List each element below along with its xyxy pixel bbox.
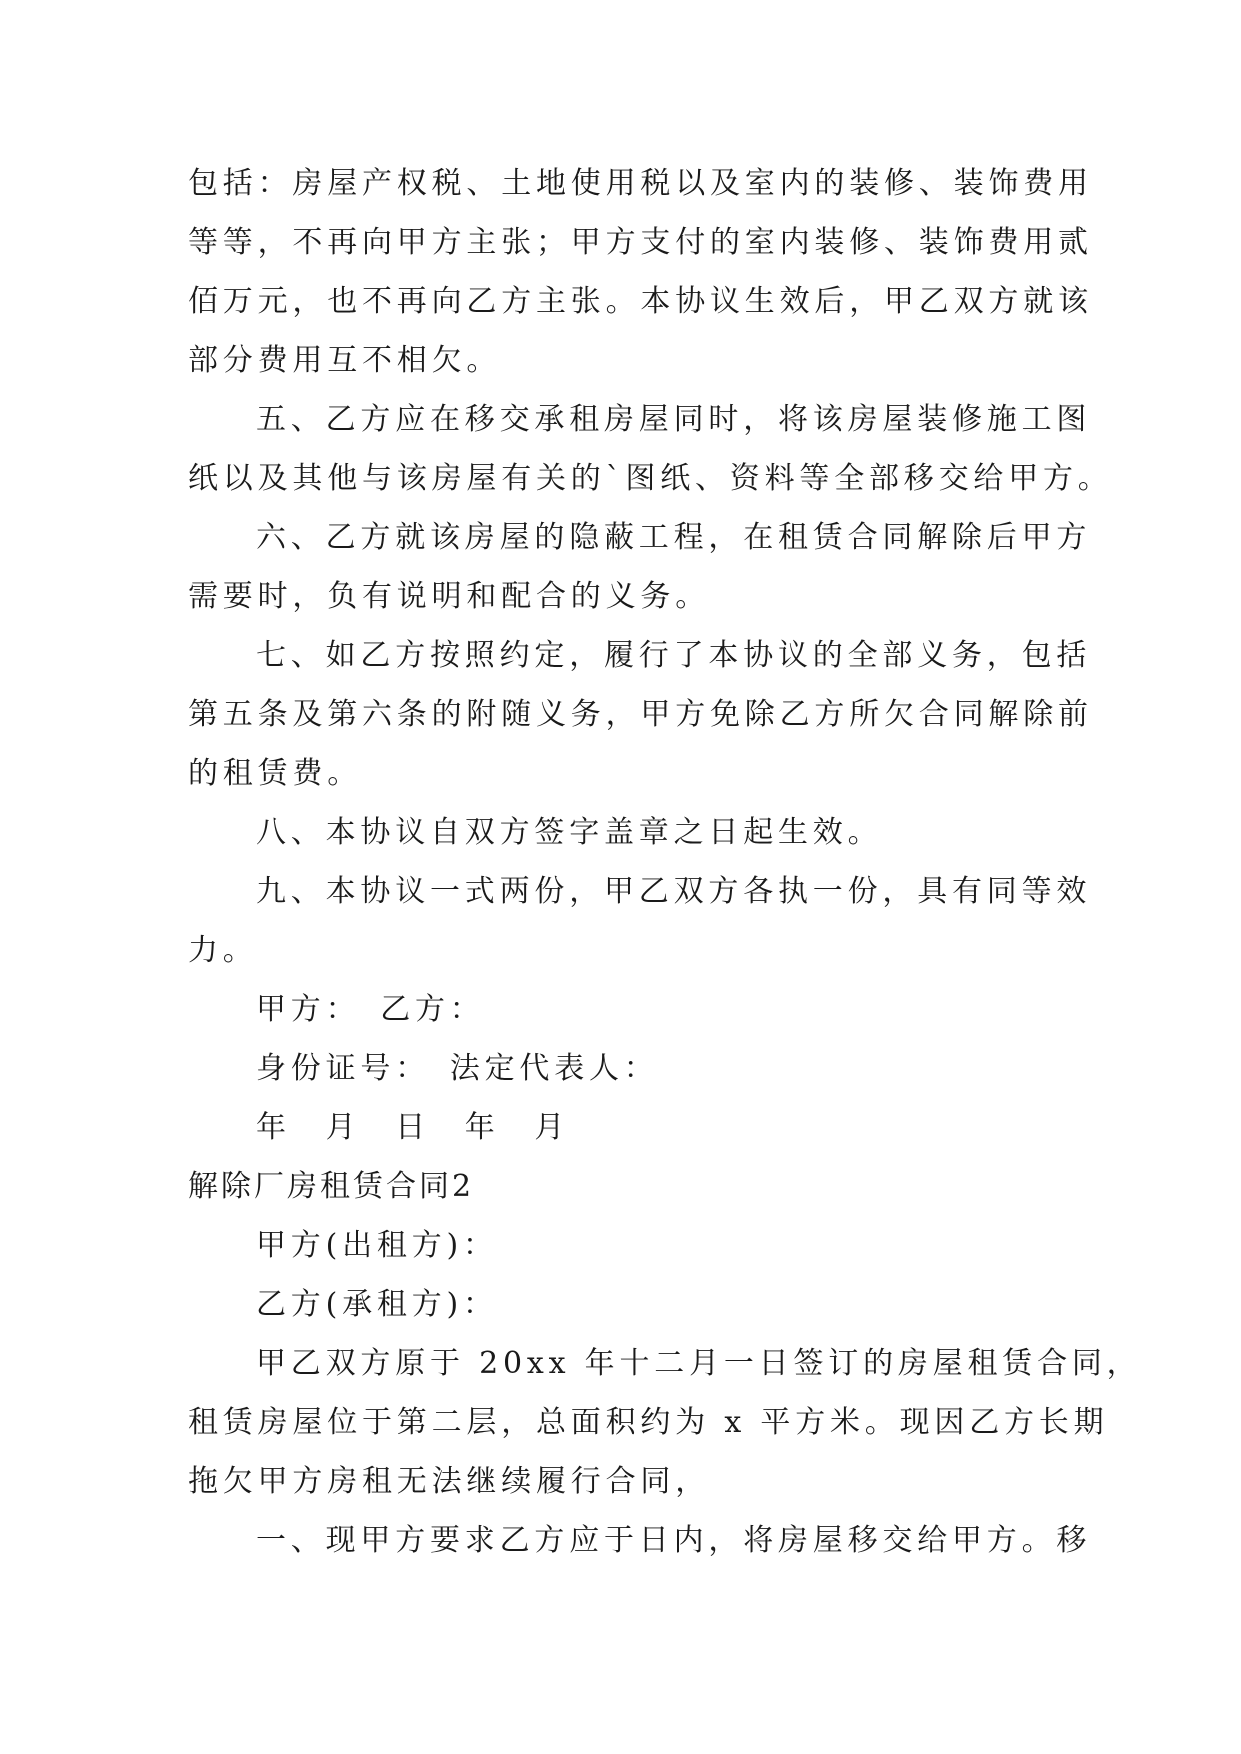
preamble-line: 甲乙双方原于 20xx 年十二月一日签订的房屋租赁合同，	[256, 1346, 1142, 1381]
text-line: 纸以及其他与该房屋有关的`图纸、资料等全部移交给甲方。	[188, 461, 1113, 496]
signature-id-line: 身份证号： 法定代表人：	[256, 1051, 659, 1086]
text-line: 拖欠甲方房租无法继续履行合同，	[188, 1464, 710, 1499]
clause-6-line: 六、乙方就该房屋的隐蔽工程，在租赁合同解除后甲方	[256, 520, 1092, 555]
text-line: 力。	[188, 933, 258, 968]
text-line: 佰万元，也不再向乙方主张。本协议生效后，甲乙双方就该	[188, 284, 1093, 319]
text-line: 租赁房屋位于第二层，总面积约为 x 平方米。现因乙方长期	[188, 1405, 1109, 1440]
clause-5-line: 五、乙方应在移交承租房屋同时，将该房屋装修施工图	[256, 402, 1092, 437]
text-line: 等等，不再向甲方主张；甲方支付的室内装修、装饰费用贰	[188, 225, 1093, 260]
section-title: 解除厂房租赁合同2	[188, 1169, 475, 1204]
text-line: 第五条及第六条的附随义务，甲方免除乙方所欠合同解除前	[188, 697, 1093, 732]
document-body	[188, 154, 1142, 1570]
text-line: 的租赁费。	[188, 756, 362, 791]
clause-7-line: 七、如乙方按照约定，履行了本协议的全部义务，包括	[256, 638, 1092, 673]
text-line: 部分费用互不相欠。	[188, 343, 502, 378]
clause-9-line: 九、本协议一式两份，甲乙双方各执一份，具有同等效	[256, 874, 1092, 909]
clause-1-line: 一、现甲方要求乙方应于日内，将房屋移交给甲方。移	[256, 1523, 1092, 1558]
party-b-line: 乙方(承租方)：	[256, 1287, 498, 1322]
clause-8-line: 八、本协议自双方签字盖章之日起生效。	[256, 815, 883, 850]
text-line: 需要时，负有说明和配合的义务。	[188, 579, 710, 614]
signature-date-line: 年 月 日 年 月	[256, 1110, 570, 1145]
signature-parties-line: 甲方： 乙方：	[256, 992, 485, 1027]
party-a-line: 甲方(出租方)：	[256, 1228, 498, 1263]
text-line: 包括：房屋产权税、土地使用税以及室内的装修、装饰费用	[188, 166, 1093, 201]
